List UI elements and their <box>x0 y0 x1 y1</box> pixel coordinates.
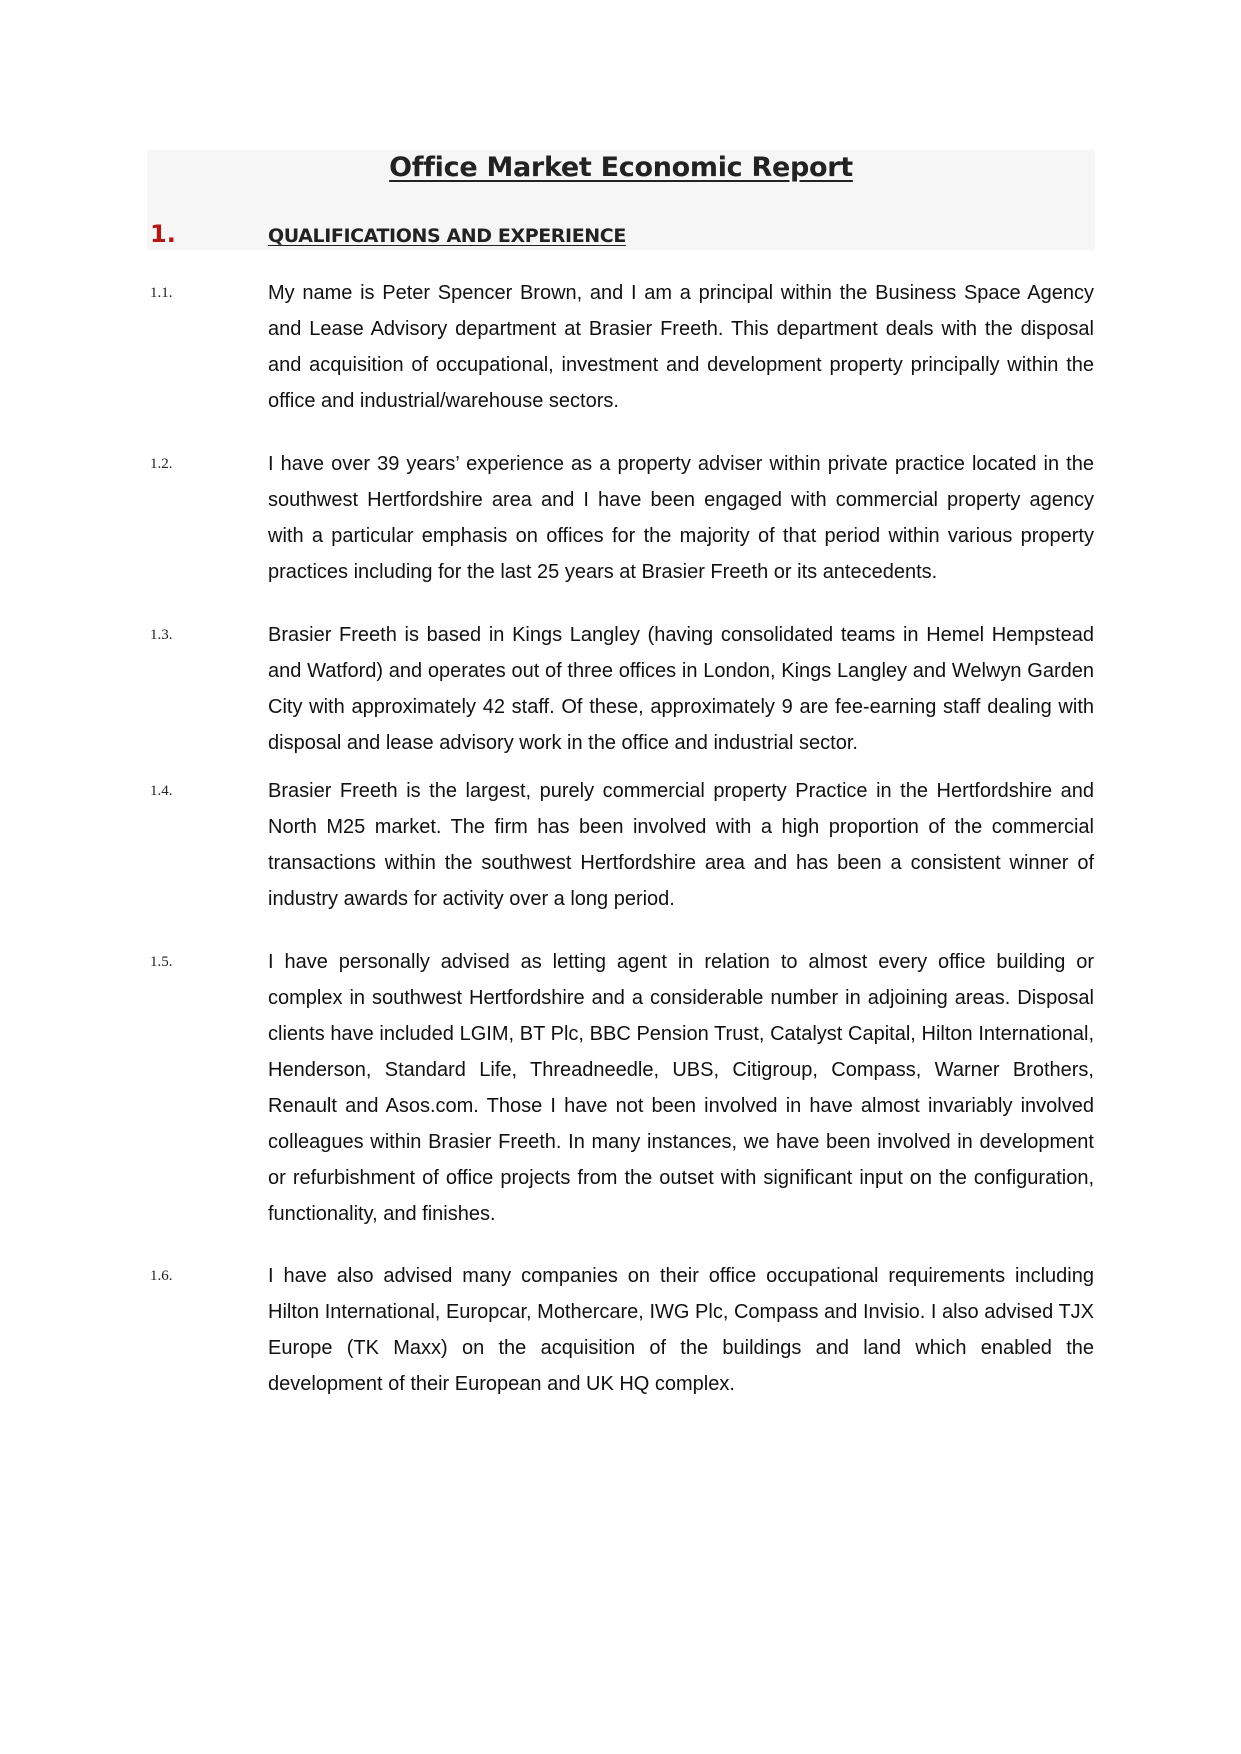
paragraph-number: 1.1. <box>150 285 173 301</box>
paragraph-number: 1.6. <box>150 1268 173 1284</box>
paragraph-text: I have also advised many companies on their office occupational requirements including Hilton International, Europcar, Mothercare, IWG Plc, Compass and Invisio. I also advised TJX Europe (TK Maxx) on the acquisition of the buildings and land which enabled the development of their European and UK HQ complex. <box>268 1265 1094 1395</box>
page-title: Office Market Economic Report <box>389 152 853 183</box>
paragraph-number: 1.3. <box>150 627 173 643</box>
section-number: 1. <box>150 220 176 248</box>
paragraph-number: 1.5. <box>150 954 173 970</box>
paragraph-text: My name is Peter Spencer Brown, and I am a principal within the Business Space Agency and Lease Advisory department at Brasier Freeth. This department deals with the disposal and acquisition of occupational, investment and development property principally within the office and industrial/warehouse sectors. <box>268 282 1094 412</box>
paragraph-text: Brasier Freeth is based in Kings Langley (having consolidated teams in Hemel Hempstead and Watford) and operates out of three offices in London, Kings Langley and Welwyn Garden City with approximately 42 staff. Of these, approximately 9 are fee-earning staff dealing with disposal and lease advisory work in the office and industrial sector. <box>268 624 1094 754</box>
paragraph-text: I have over 39 years’ experience as a property adviser within private practice located in the southwest Hertfordshire area and I have been engaged with commercial property agency with a particular emphasis on offices for the majority of that period within various property practices including for the last 25 years at Brasier Freeth or its antecedents. <box>268 453 1094 583</box>
paragraph-number: 1.4. <box>150 783 173 799</box>
paragraph-text: I have personally advised as letting agent in relation to almost every office building or complex in southwest Hertfordshire and a considerable number in adjoining areas. Disposal clients have included LGIM, BT Plc, BBC Pension Trust, Catalyst Capital, Hilton International, Henderson, Standard Life, Threadneedle, UBS, Citigroup, Compass, Warner Brothers, Renault and Asos.com. Those I have not been involved in have almost invariably involved colleagues within Brasier Freeth. In many instances, we have been involved in development or refurbishment of office projects from the outset with significant input on the configuration, functionality, and finishes. <box>268 951 1094 1225</box>
paragraph-text: Brasier Freeth is the largest, purely commercial property Practice in the Hertfordshire and North M25 market. The firm has been involved with a high proportion of the commercial transactions within the southwest Hertfordshire area and has been a consistent winner of industry awards for activity over a long period. <box>268 780 1094 910</box>
paragraph-number: 1.2. <box>150 456 173 472</box>
section-heading: QUALIFICATIONS AND EXPERIENCE <box>268 225 626 247</box>
